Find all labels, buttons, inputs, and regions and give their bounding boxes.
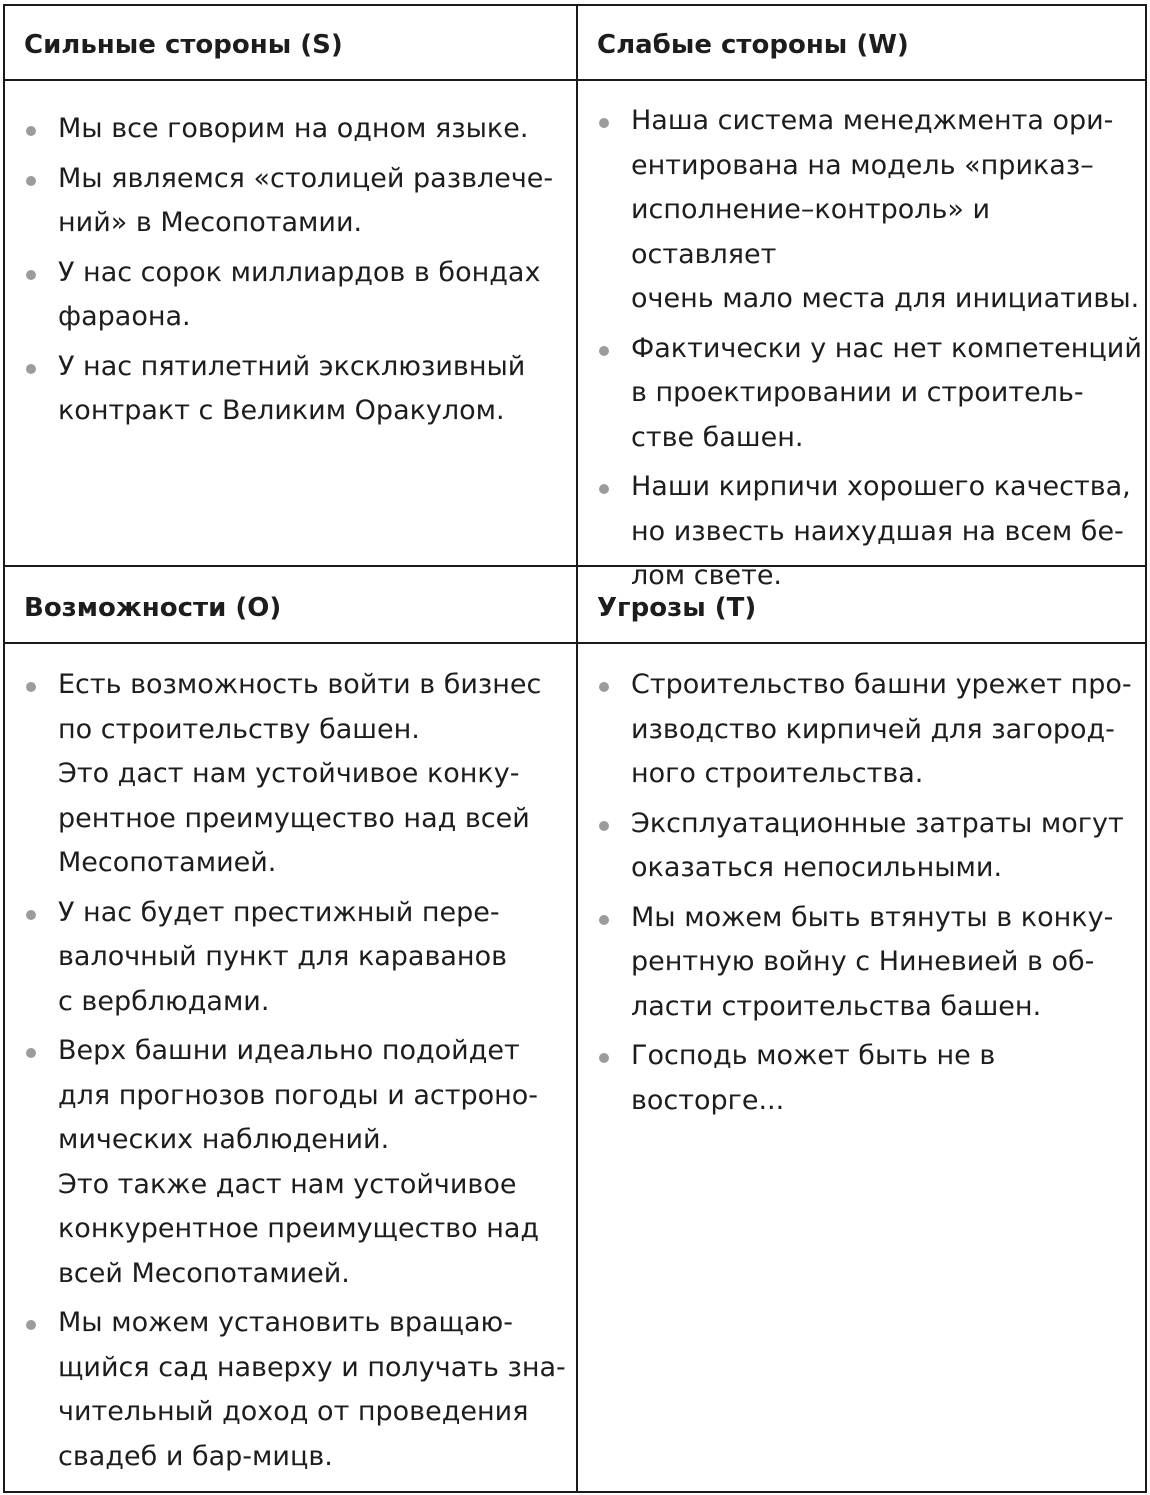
- strengths-heading: Сильные стороны (S): [24, 30, 343, 60]
- opportunities-heading: Возможности (O): [24, 593, 282, 623]
- list-item: [26, 1301, 566, 1479]
- list-item-text: Строительство башни урежет про- изводство кирпичей для загород- ного строительства.: [631, 669, 1132, 789]
- list-item: [26, 1029, 566, 1296]
- bullet-icon: [26, 270, 36, 280]
- opportunities-list: [26, 663, 566, 1484]
- list-item: [26, 157, 566, 246]
- list-item: [599, 327, 1144, 461]
- list-item-text: У нас будет престижный пере- валочный пункт для караванов с верблюдами.: [58, 896, 508, 1017]
- bullet-icon: [26, 176, 36, 186]
- list-item: [599, 99, 1144, 322]
- column-divider: [576, 6, 578, 1491]
- list-item: [599, 465, 1144, 599]
- row-divider-header-bottom: [5, 642, 1145, 644]
- list-item: [599, 802, 1144, 891]
- weaknesses-heading: Слабые стороны (W): [597, 30, 909, 60]
- bullet-icon: [599, 682, 609, 692]
- bullet-icon: [26, 910, 36, 920]
- list-item: [26, 345, 566, 434]
- list-item: [26, 663, 566, 886]
- bullet-icon: [26, 682, 36, 692]
- list-item-text: У нас сорок миллиардов в бондах фараона.: [58, 256, 541, 332]
- list-item-text: Фактически у нас нет компетенций в проектировании и строитель- стве башен.: [631, 332, 1142, 453]
- swot-table: [3, 4, 1147, 1493]
- list-item-text: Эксплуатационные затраты могут оказаться непосильными.: [631, 807, 1124, 883]
- weaknesses-list: [599, 99, 1144, 604]
- bullet-icon: [599, 915, 609, 925]
- list-item: [599, 1034, 1144, 1123]
- bullet-icon: [26, 1048, 36, 1058]
- list-item-text: Господь может быть не в восторге...: [631, 1040, 996, 1116]
- list-item-text: Наши кирпичи хорошего качества, но известь наихудшая на всем бе- лом свете.: [631, 471, 1131, 591]
- list-item-text: У нас пятилетний эксклюзивный контракт с Великим Оракулом.: [58, 350, 526, 426]
- bullet-icon: [599, 118, 609, 128]
- list-item-text: Наша система менеджмента ори- ентирована на модель «приказ– исполнение–контроль» и оставляет очень мало места для инициативы.: [631, 105, 1140, 314]
- bullet-icon: [26, 126, 36, 136]
- bullet-icon: [26, 364, 36, 374]
- list-item: [599, 896, 1144, 1030]
- bullet-icon: [599, 1053, 609, 1063]
- list-item-text: Мы все говорим на одном языке.: [58, 113, 529, 144]
- list-item-text: Есть возможность войти в бизнес по строительству башен. Это даст нам устойчивое конку- рентное преимущество над всей Месопотамией.: [58, 669, 542, 878]
- bullet-icon: [599, 484, 609, 494]
- list-item-text: Мы можем быть втянуты в конку- рентную войну с Ниневией в об- ласти строительства башен.: [631, 901, 1114, 1022]
- strengths-list: [26, 107, 566, 439]
- bullet-icon: [26, 1320, 36, 1330]
- list-item: [26, 891, 566, 1025]
- bullet-icon: [599, 821, 609, 831]
- list-item: [599, 663, 1144, 797]
- list-item: [26, 251, 566, 340]
- list-item: [26, 107, 566, 152]
- list-item-text: Мы являемся «столицей развлече- ний» в Месопотамии.: [58, 162, 554, 238]
- list-item-text: Верх башни идеально подойдет для прогнозов погоды и астроно- мических наблюдений. Это также даст нам устойчивое конкурентное преимущество над всей Месопотамией.: [58, 1035, 540, 1289]
- threats-list: [599, 663, 1144, 1128]
- threats-heading: Угрозы (T): [597, 593, 757, 623]
- list-item-text: Мы можем установить вращаю- щийся сад наверху и получать зна- чительный доход от проведения свадеб и бар-мицв.: [58, 1307, 566, 1472]
- row-divider-header-top: [5, 79, 1145, 81]
- bullet-icon: [599, 346, 609, 356]
